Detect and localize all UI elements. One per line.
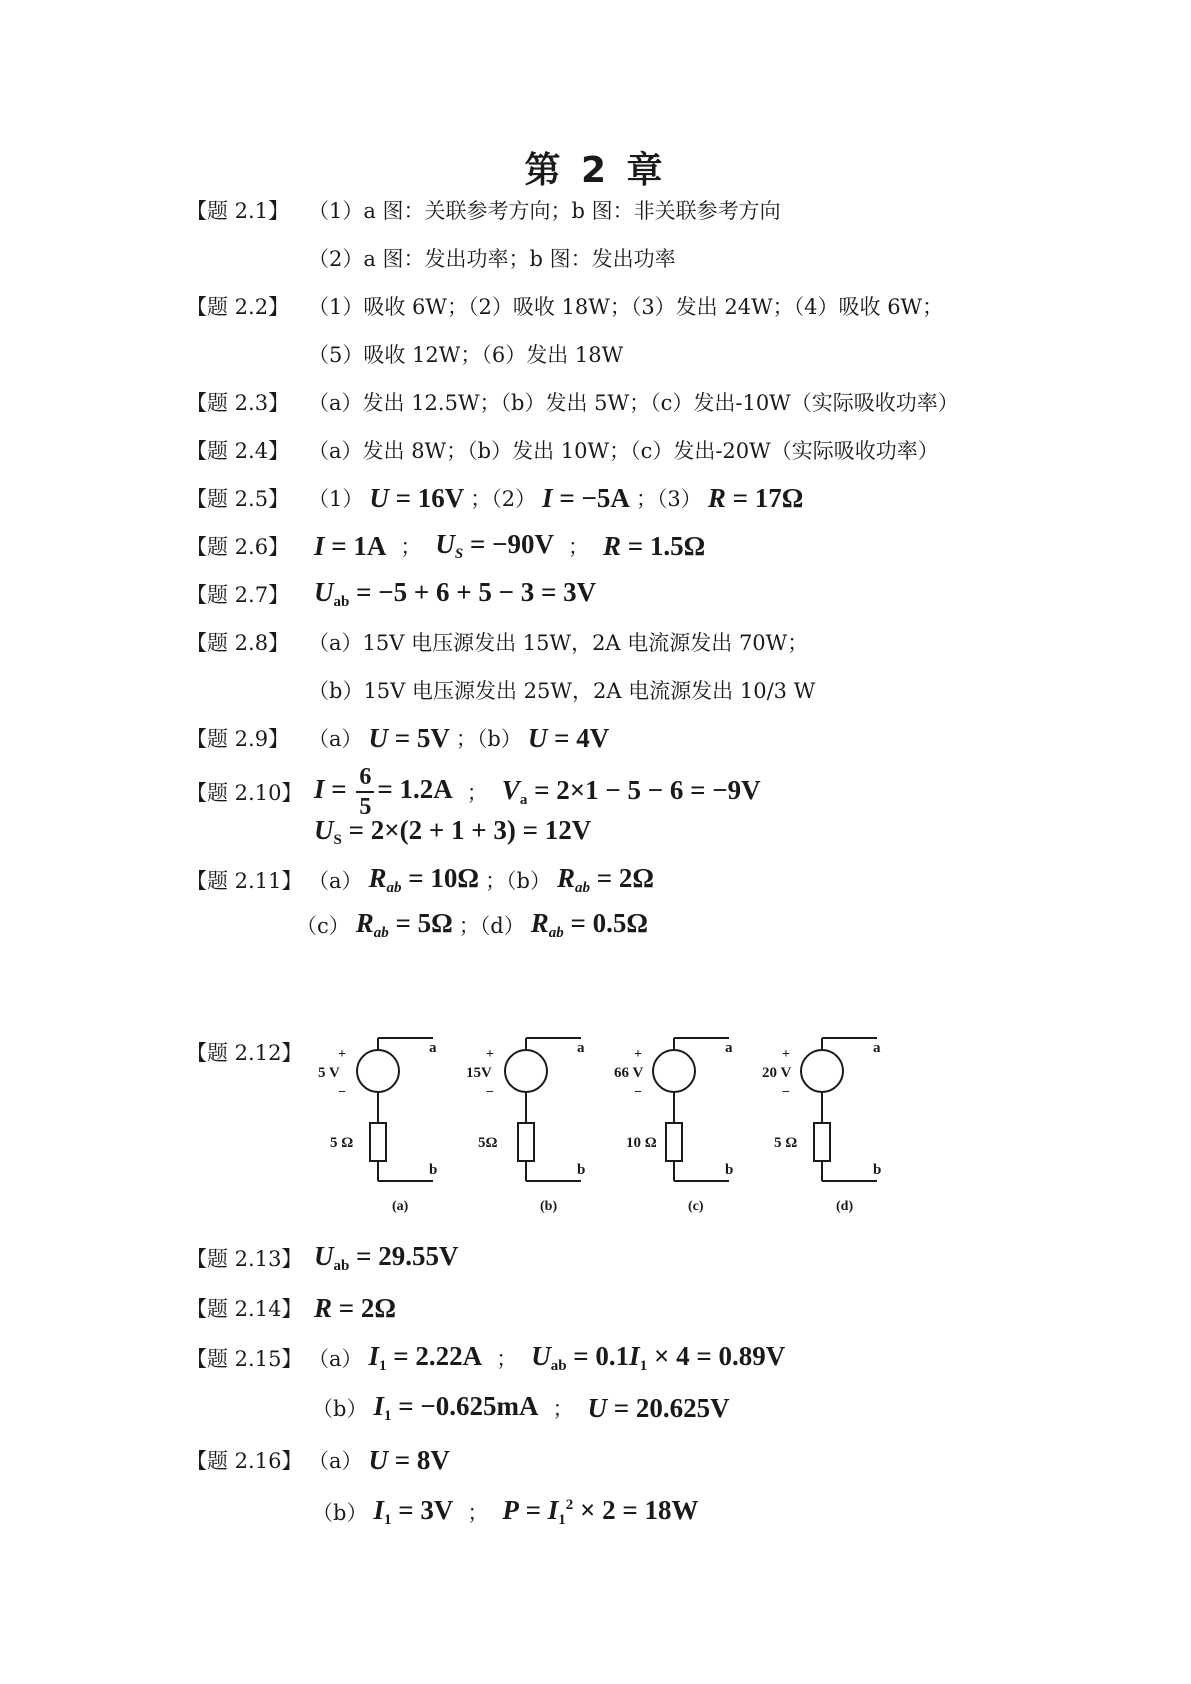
equation: $R_{ab} = 10\Omega$ bbox=[368, 863, 480, 896]
voltage-source-icon bbox=[653, 1050, 695, 1092]
problem-2-8-line2 bbox=[308, 670, 815, 710]
circuit-caption: (c) bbox=[688, 1199, 704, 1214]
terminal-b-label: b bbox=[873, 1162, 882, 1178]
equation: R = 2Ω bbox=[314, 1292, 397, 1323]
circuit-caption: (d) bbox=[836, 1199, 854, 1214]
answer-text: （5）吸收 12W；（6）发出 18W bbox=[308, 343, 624, 367]
problem-label: 【题 2.4】 bbox=[186, 439, 290, 463]
equation: U = 8V bbox=[368, 1444, 450, 1475]
problem-label: 【题 2.8】 bbox=[186, 631, 290, 655]
problem-label: 【题 2.9】 bbox=[186, 727, 290, 751]
problem-2-5 bbox=[186, 478, 809, 518]
problem-2-2-line2 bbox=[308, 334, 623, 374]
equation: $R_{ab} = 0.5\Omega$ bbox=[530, 908, 649, 941]
problem-2-9 bbox=[186, 718, 615, 758]
chapter-title: 第 2 章 bbox=[524, 150, 667, 191]
voltage-source-icon bbox=[505, 1050, 547, 1092]
terminal-a-label: a bbox=[725, 1040, 733, 1056]
source-value-label: 15V bbox=[466, 1065, 492, 1081]
source-value-label: 66 V bbox=[614, 1065, 644, 1081]
problem-label: 【题 2.10】 bbox=[186, 781, 303, 805]
problem-2-8 bbox=[186, 622, 808, 662]
equation: U = 16V bbox=[369, 482, 465, 513]
equation: I = 1A bbox=[314, 530, 387, 561]
answer-text: （b） bbox=[312, 1397, 368, 1421]
problem-2-1 bbox=[186, 190, 781, 230]
problem-2-14 bbox=[186, 1288, 402, 1328]
equation: $U_S = 2\times(2 + 1 + 3) = 12V$ bbox=[314, 815, 592, 848]
resistor-value-label: 5 Ω bbox=[330, 1135, 354, 1151]
problem-label: 【题 2.13】 bbox=[186, 1247, 303, 1271]
answer-text: ；（2） bbox=[470, 487, 537, 511]
problem-label: 【题 2.3】 bbox=[186, 391, 290, 415]
problem-2-2 bbox=[186, 286, 943, 326]
terminal-b-label: b bbox=[725, 1162, 734, 1178]
circuit-caption: (b) bbox=[540, 1199, 558, 1214]
equation: R = 1.5Ω bbox=[603, 530, 706, 561]
terminal-a-label: a bbox=[577, 1040, 585, 1056]
equation: $P = I_1^2 \times 2 = 18W$ bbox=[502, 1495, 699, 1528]
resistor-icon bbox=[370, 1123, 386, 1161]
minus-sign: − bbox=[782, 1085, 790, 1100]
problem-2-10-line2 bbox=[308, 812, 597, 852]
plus-sign: + bbox=[782, 1047, 790, 1062]
problem-2-10: 【题 2.10】 I = $\frac{6}{5}$ = 1.2A ； $V_a = 2\times 1 - 5 - 6 = -9V$ bbox=[186, 764, 767, 820]
answer-text: （a）发出 12.5W；（b）发出 5W；（c）发出-10W（实际吸收功率） bbox=[308, 391, 959, 415]
plus-sign: + bbox=[338, 1047, 346, 1062]
problem-label: 【题 2.12】 bbox=[186, 1041, 303, 1065]
problem-2-15-line2: （b） $I_1 = -0.625mA$ ； U = 20.625V bbox=[312, 1388, 736, 1428]
minus-sign: − bbox=[486, 1085, 494, 1100]
answer-text: （c） bbox=[296, 914, 350, 938]
equation: I = $\frac{6}{5}$ = 1.2A bbox=[314, 764, 453, 820]
problem-label: 【题 2.6】 bbox=[186, 535, 290, 559]
voltage-source-icon bbox=[357, 1050, 399, 1092]
equation: $R_{ab} = 2\Omega$ bbox=[557, 863, 655, 896]
problem-2-3 bbox=[186, 382, 959, 422]
plus-sign: + bbox=[486, 1047, 494, 1062]
equation: I = −5A bbox=[542, 482, 630, 513]
answer-text: （b） bbox=[312, 1501, 368, 1525]
plus-sign: + bbox=[634, 1047, 642, 1062]
equation: $I_1 = -0.625mA$ bbox=[373, 1391, 539, 1424]
problem-2-6: 【题 2.6】 I = 1A ； $U_S = -90V$ ； R = 1.5Ω bbox=[186, 526, 711, 566]
problem-label: 【题 2.5】 bbox=[186, 487, 290, 511]
problem-2-11-line2 bbox=[296, 905, 654, 945]
problem-2-7 bbox=[186, 574, 602, 614]
equation: U = 5V bbox=[368, 722, 450, 753]
answer-text: （a）15V 电压源发出 15W，2A 电流源发出 70W； bbox=[308, 631, 809, 655]
equation: $V_a = 2\times 1 - 5 - 6 = -9V$ bbox=[501, 775, 761, 808]
answer-text: ；（b） bbox=[455, 727, 522, 751]
answer-text: （1） bbox=[308, 487, 364, 511]
terminal-b-label: b bbox=[577, 1162, 586, 1178]
resistor-icon bbox=[814, 1123, 830, 1161]
answer-text: （1）a 图：关联参考方向；b 图：非关联参考方向 bbox=[308, 199, 781, 223]
problem-label: 【题 2.15】 bbox=[186, 1347, 303, 1371]
problem-2-1-line2 bbox=[308, 238, 676, 278]
equation: $U_{ab} = 29.55V$ bbox=[314, 1241, 459, 1274]
problem-2-11 bbox=[186, 860, 660, 900]
minus-sign: − bbox=[634, 1085, 642, 1100]
equation: $I_1 = 3V$ bbox=[373, 1495, 454, 1528]
problem-label: 【题 2.11】 bbox=[186, 869, 303, 893]
answer-text: （a） bbox=[308, 869, 363, 893]
answer-text: （a） bbox=[308, 1449, 363, 1473]
circuit-diagrams bbox=[310, 1028, 910, 1238]
voltage-source-icon bbox=[801, 1050, 843, 1092]
equation: U = 20.625V bbox=[587, 1392, 730, 1423]
answer-text: （a） bbox=[308, 727, 363, 751]
equation: $R_{ab} = 5\Omega$ bbox=[355, 908, 453, 941]
answer-text: （1）吸收 6W；（2）吸收 18W；（3）发出 24W；（4）吸收 6W； bbox=[308, 295, 944, 319]
equation: $I_1 = 2.22A$ bbox=[368, 1341, 483, 1374]
problem-label: 【题 2.2】 bbox=[186, 295, 290, 319]
answer-text: （a）发出 8W；（b）发出 10W；（c）发出-20W（实际吸收功率） bbox=[308, 439, 939, 463]
problem-label: 【题 2.16】 bbox=[186, 1449, 303, 1473]
answer-text: ；（d） bbox=[458, 914, 525, 938]
equation: U = 4V bbox=[527, 722, 610, 753]
problem-2-13 bbox=[186, 1238, 464, 1278]
equation: $U_S = -90V$ bbox=[435, 529, 555, 562]
terminal-a-label: a bbox=[873, 1040, 881, 1056]
answer-text: （2）a 图：发出功率；b 图：发出功率 bbox=[308, 247, 676, 271]
problem-label: 【题 2.7】 bbox=[186, 583, 290, 607]
equation: $U_{ab} = -5 + 6 + 5 - 3 = 3V$ bbox=[314, 577, 597, 610]
minus-sign: − bbox=[338, 1085, 346, 1100]
resistor-value-label: 5 Ω bbox=[774, 1135, 798, 1151]
problem-2-12 bbox=[186, 1032, 308, 1072]
problem-label: 【题 2.1】 bbox=[186, 199, 290, 223]
resistor-icon bbox=[518, 1123, 534, 1161]
terminal-a-label: a bbox=[429, 1040, 437, 1056]
answer-text: ；（b） bbox=[485, 869, 552, 893]
problem-2-15: 【题 2.15】 （a） $I_1 = 2.22A$ ； $U_{ab} = 0.1I_1 \times 4 = 0.89V$ bbox=[186, 1338, 791, 1378]
problem-2-16-line2: （b） $I_1 = 3V$ ； $P = I_1^2 \times 2 = 18W$ bbox=[312, 1492, 705, 1532]
resistor-icon bbox=[666, 1123, 682, 1161]
resistor-value-label: 10 Ω bbox=[626, 1135, 657, 1151]
terminal-b-label: b bbox=[429, 1162, 438, 1178]
equation: R = 17Ω bbox=[707, 482, 804, 513]
answer-text: （a） bbox=[308, 1347, 363, 1371]
equation: $U_{ab} = 0.1I_1 \times 4 = 0.89V$ bbox=[531, 1341, 786, 1374]
circuit-caption: (a) bbox=[392, 1199, 409, 1214]
source-value-label: 5 V bbox=[318, 1065, 340, 1081]
answer-text: （b）15V 电压源发出 25W，2A 电流源发出 10/3 W bbox=[308, 679, 816, 703]
problem-2-16 bbox=[186, 1440, 456, 1480]
answer-text: ；（3） bbox=[635, 487, 702, 511]
problem-label: 【题 2.14】 bbox=[186, 1297, 303, 1321]
problem-2-4 bbox=[186, 430, 939, 470]
source-value-label: 20 V bbox=[762, 1065, 792, 1081]
resistor-value-label: 5Ω bbox=[478, 1135, 498, 1151]
